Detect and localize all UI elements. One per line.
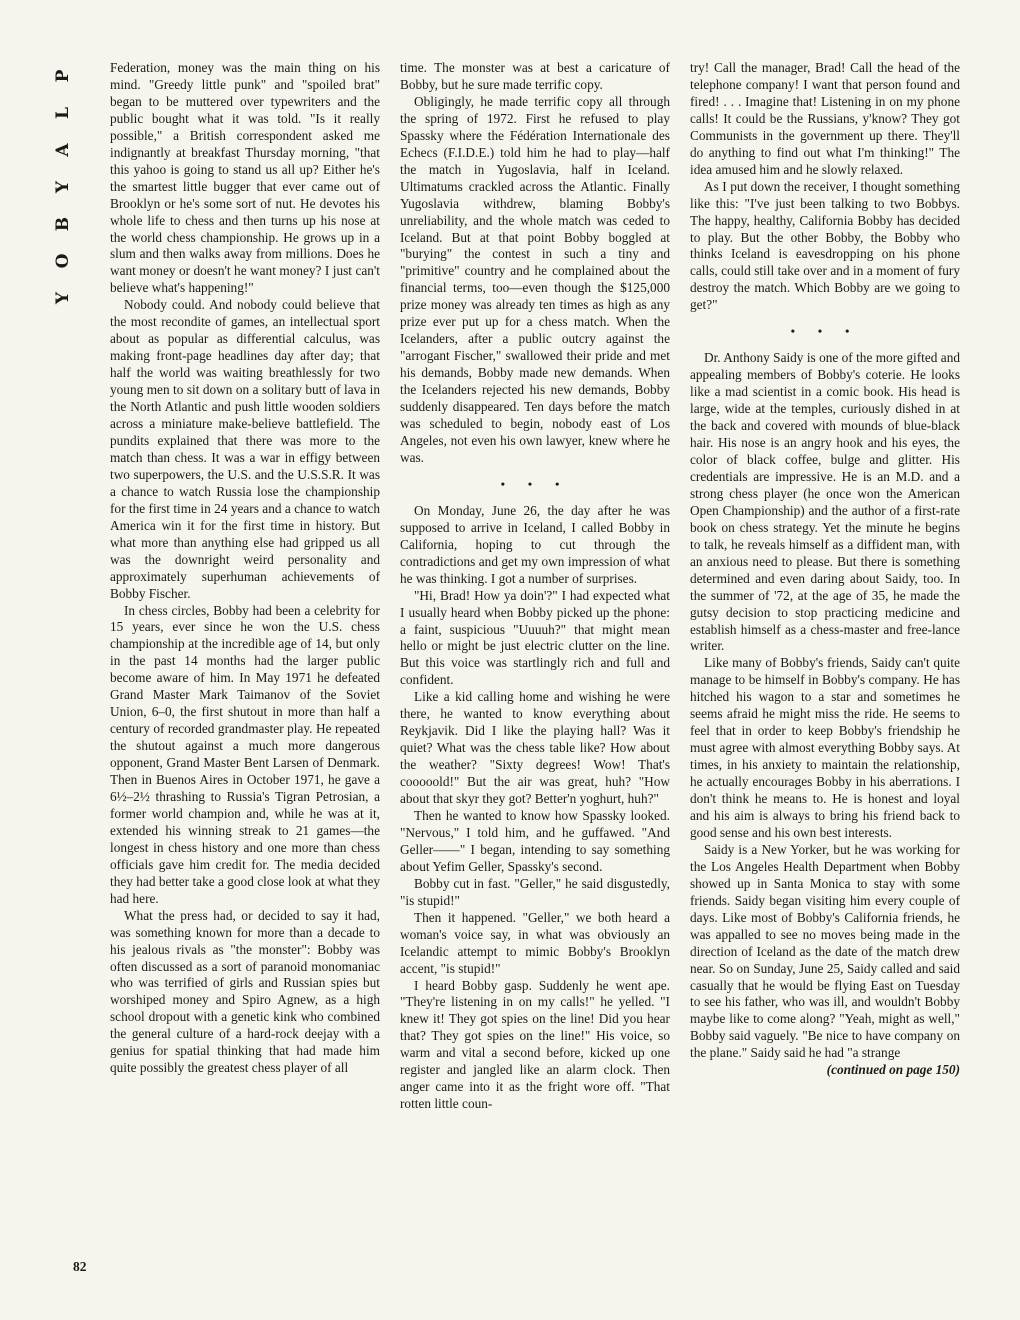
paragraph: Federation, money was the main thing on his mind. "Greedy little punk" and "spoiled brat" began to be muttered over typewriters and the public bought what it was told. "Is it really possible," a British correspondent asked me indignantly at breakfast Thursday morning, "that this yahoo is going to stand us all up? Either he's the smartest little bugger that ever came out of Brooklyn or he's some sort of nut. He devotes his whole life to chess and then turns up his nose at the world chess championship. He grows up in a slum and then walks away from millions. Does he want money or doesn't he want money? I just can't believe what's happening!": [110, 60, 380, 296]
page-number: 82: [73, 1259, 87, 1274]
masthead-letter: A: [53, 143, 73, 157]
paragraph: Nobody could. And nobody could believe that the most recondite of games, an intellectual sport about as popular as differential calculus, was making front-page headlines day after day; that half the world was waiting breathlessly for two young men to sit down on a solitary butt of lava in the North Atlantic and push little wooden soldiers across a miniature make-believe battlefield. The pundits explained that there was more to the match than chess. It was a war in effigy between two superpowers, the U.S. and the U.S.S.R. It was a chance to watch Russia lose the championship for the first time in 24 years and a chance to watch America win it for the first time in history. But what more than anything else had gripped us all was the downright weird personality and approximately superhuman achievements of Bobby Fischer.: [110, 297, 380, 601]
masthead-letter: P: [53, 69, 73, 83]
paragraph: As I put down the receiver, I thought something like this: "I've just been talking to two Bobbys. The happy, healthy, California Bobby has decided to play. But the other Bobby, the Bobby who thinks Iceland is eavesdropping on his phone calls, could still take over and in a moment of fury destroy the match. Which Bobby are we going to get?": [690, 178, 960, 313]
paragraph: Then it happened. "Geller," we both heard a woman's voice say, in what was obviously an Icelandic attempt to mimic Bobby's Brooklyn accent, "is stupid!": [400, 909, 670, 976]
paragraph: Obligingly, he made terrific copy all through the spring of 1972. First he refused to play Spassky where the Fédération Internationale des Echecs (F.I.D.E.) told him he had to play—half the match in Yugoslavia, half in Iceland. Ultimatums crackled across the Atlantic. Finally Yugoslavia withdrew, blaming Bobby's unreliability, and the whole match was ceded to Iceland. But at that point Bobby boggled at "burying" the contest in such a tiny and "primitive" country and he complained about the financial terms, too—even though the $125,000 prize money was already ten times as high as any prize ever put up for a chess match. When the Icelanders, after a public outcry against the "arrogant Fischer," swallowed their pride and met his demands, Bobby made new demands. When the Icelanders rejected his new demands, Bobby suddenly disappeared. Ten days before the match was scheduled to begin, nobody east of Los Angeles, not even his own lawyer, knew where he was.: [400, 93, 670, 465]
continued-notice: (continued on page 150): [826, 1062, 960, 1078]
paragraph: On Monday, June 26, the day after he was supposed to arrive in Iceland, I called Bobby in California, hoping to cut through the contradictions and get my own impression of what he was thinking. I got a number of surprises.: [400, 502, 670, 586]
paragraph: Like many of Bobby's friends, Saidy can't quite manage to be himself in Bobby's company. He has hitched his wagon to a star and sometimes he seems afraid he might miss the ride. He seems to feel that in order to keep Bobby's friendship he must agree with almost everything Bobby says. At times, in his anxiety to maintain the relationship, he actually encourages Bobby in his aberrations. I don't think he means to. He is honest and loyal and his aim is always to bring his friend back to good sense and his own best interests.: [690, 655, 960, 840]
section-separator: • • •: [500, 476, 570, 491]
paragraph: What the press had, or decided to say it had, was something known for more than a decade to his jealous rivals as "the monster": Bobby was often discussed as a sort of paranoid monomaniac who was terrified of girls and Russian spies but worshiped money and Spiro Agnew, as a high school dropout with a genetic kink who combined the general culture of a hard-rock deejay with a genius for spatial thinking that had made him quite possibly the greatest chess player of all: [110, 907, 380, 1076]
article-column-1: [110, 60, 380, 1077]
paragraph: time. The monster was at best a caricature of Bobby, but he sure made terrific copy.: [400, 60, 670, 92]
paragraph: Saidy is a New Yorker, but he was working for the Los Angeles Health Department when Bobby showed up in Santa Monica to stay with some friends. Saidy began visiting him every couple of days. Like most of Bobby's California friends, he was appalled to see no moves being made in the direction of Iceland as the date of the match drew near. So on Sunday, June 25, Saidy called and said casually that he would be flying East on Tuesday to see his father, who was ill, and wouldn't Bobby maybe like to come along? "Yeah, might as well," Bobby said vaguely. "Be nice to have company on the plane." Saidy said he had "a strange: [690, 841, 960, 1061]
paragraph: Dr. Anthony Saidy is one of the more gifted and appealing members of Bobby's coterie. He looks like a mad scientist in a comic book. His head is large, wide at the temples, curiously dished in at the back and covered with mounds of blue-black hair. His nose is an angry hook and his eyes, the color of black coffee, bulge and glitter. His credentials are impressive. He is an M.D. and a strong chess player (he once won the American Open Championship) and the author of a first-rate book on chess strategy. Yet the minute he begins to talk, he reveals himself as a diffident man, with an anxious need to please. But there is something determined and even daring about Saidy, too. In the summer of '72, at the age of 35, he made the gutsy decision to stop practicing medicine and establish himself as a chess-master and free-lance writer.: [690, 350, 960, 654]
masthead-letter: Y: [53, 180, 73, 194]
masthead-letter: O: [53, 253, 73, 269]
paragraph: try! Call the manager, Brad! Call the head of the telephone company! I want that person found and fired! . . . Imagine that! Listening in on my phone calls! It could be the Russians, y'know? They got Communists in the government up there. They'll do anything to find out what I'm thinking!" The idea amused him and he slowly relaxed.: [690, 60, 960, 177]
paragraph: Then he wanted to know how Spassky looked. "Nervous," I told him, and he guffawed. "And Geller——" I began, intending to say something about Yefim Geller, Spassky's second.: [400, 807, 670, 874]
paragraph: "Hi, Brad! How ya doin'?" I had expected what I usually heard when Bobby picked up the phone: a faint, suspicious "Uuuuh?" that might mean hello or might be just electric clutter on the line. But this voice was startlingly rich and full and confident.: [400, 587, 670, 688]
section-separator: • • •: [790, 324, 860, 339]
paragraph: I heard Bobby gasp. Suddenly he went ape. "They're listening in on my calls!" he yelled. "I knew it! They got spies on the line! Did you hear that? They got spies on the line!" His voice, so warm and vital a second before, kicked up one register and jangled like an alarm clock. Then anger came into it as the fright wore off. "That rotten little coun-: [400, 977, 670, 1112]
magazine-masthead: [50, 66, 74, 326]
paragraph: Bobby cut in fast. "Geller," he said disgustedly, "is stupid!": [400, 875, 670, 908]
masthead-letter: Y: [53, 291, 73, 305]
masthead-letter: L: [53, 107, 73, 119]
paragraph: Like a kid calling home and wishing he were there, he wanted to know everything about Reykjavik. Did I like the playing hall? Was it quiet? What was the chess table like? How about the weather? "Sixty degrees! Wow! That's cooooold!" But the air was great, huh? "How about that skyr they got? Better'n yoghurt, huh?": [400, 689, 670, 807]
paragraph: In chess circles, Bobby had been a celebrity for 15 years, ever since he won the U.S. chess championship at the incredible age of 14, but only in the past 14 months had the larger public become aware of him. In May 1971 he defeated Grand Master Mark Taimanov of the Soviet Union, 6–0, the first shutout in more than half a century of recorded grandmaster play. He repeated the shutout against a much more dangerous opponent, Grand Master Bent Larsen of Denmark. Then in Buenos Aires in October 1971, he gave a 6½–2½ thrashing to Russia's Tigran Petrosian, a former world champion and, while he was at it, extended his winning streak to 21 games—the longest in chess history and one more than chess officials gave him credit for. The media decided they had better take a good close look at what they had here.: [110, 602, 380, 906]
article-column-3: [690, 60, 960, 1079]
article-column-2: [400, 60, 670, 1113]
masthead-letter: B: [53, 216, 73, 232]
